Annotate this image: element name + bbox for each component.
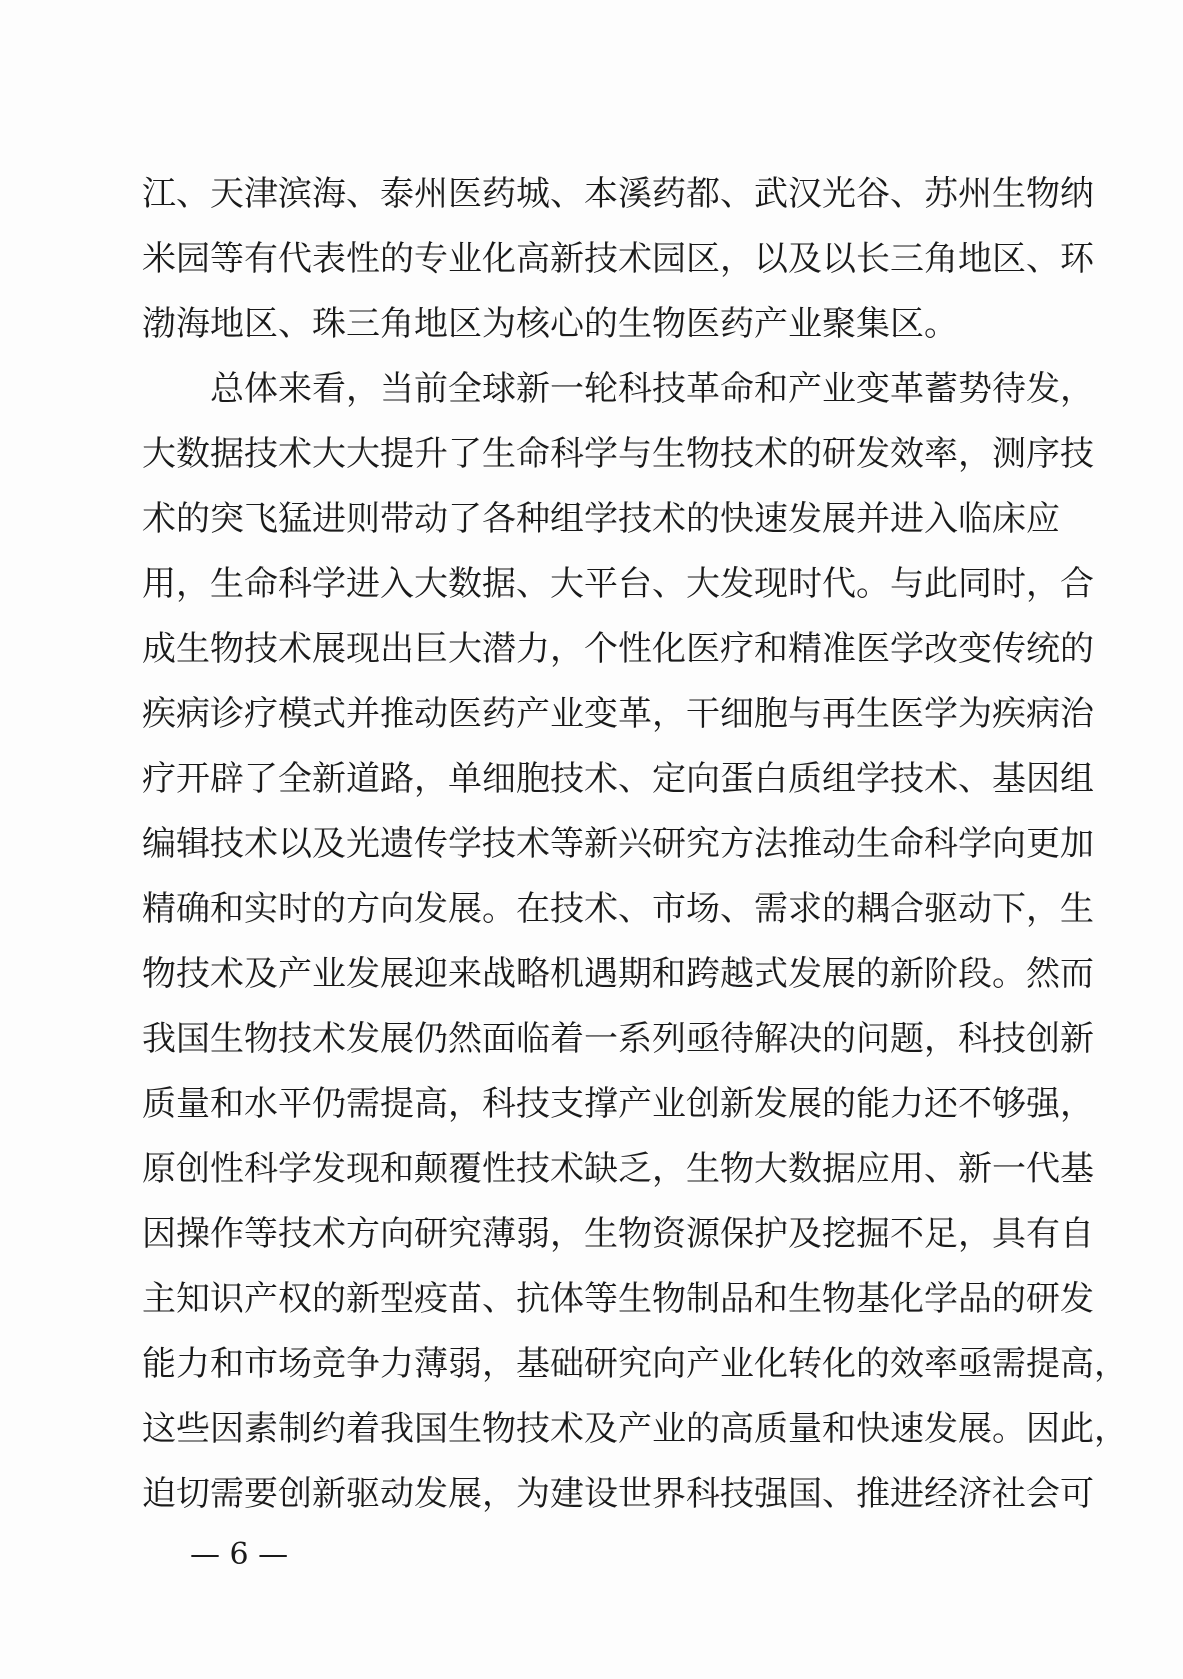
- text-line: 疾病诊疗模式并推动医药产业变革，干细胞与再生医学为疾病治: [142, 694, 1094, 734]
- text-line: 质量和水平仍需提高，科技支撑产业创新发展的能力还不够强，: [142, 1084, 1094, 1124]
- text-line: 米园等有代表性的专业化高新技术园区，以及以长三角地区、环: [142, 239, 1094, 279]
- text-line: 渤海地区、珠三角地区为核心的生物医药产业聚集区。: [142, 304, 958, 344]
- text-line: 迫切需要创新驱动发展，为建设世界科技强国、推进经济社会可: [142, 1474, 1094, 1514]
- text-line: 成生物技术展现出巨大潜力，个性化医疗和精准医学改变传统的: [142, 629, 1094, 669]
- text-line: 编辑技术以及光遗传学技术等新兴研究方法推动生命科学向更加: [142, 824, 1094, 864]
- paragraph-first-line: 总体来看，当前全球新一轮科技革命和产业变革蓄势待发，: [210, 369, 1094, 409]
- text-line: 主知识产权的新型疫苗、抗体等生物制品和生物基化学品的研发: [142, 1279, 1094, 1319]
- page-number: — 6 —: [190, 1537, 289, 1572]
- text-line: 能力和市场竞争力薄弱，基础研究向产业化转化的效率亟需提高，: [142, 1344, 1128, 1384]
- text-line: 江、天津滨海、泰州医药城、本溪药都、武汉光谷、苏州生物纳: [142, 174, 1094, 214]
- text-line: 术的突飞猛进则带动了各种组学技术的快速发展并进入临床应: [142, 499, 1060, 539]
- body-text: [142, 162, 1128, 1527]
- text-line: 疗开辟了全新道路，单细胞技术、定向蛋白质组学技术、基因组: [142, 759, 1094, 799]
- text-line: 原创性科学发现和颠覆性技术缺乏，生物大数据应用、新一代基: [142, 1149, 1094, 1189]
- text-line: 用，生命科学进入大数据、大平台、大发现时代。与此同时，合: [142, 564, 1094, 604]
- text-line: 物技术及产业发展迎来战略机遇期和跨越式发展的新阶段。然而: [142, 954, 1094, 994]
- text-line: 这些因素制约着我国生物技术及产业的高质量和快速发展。因此，: [142, 1409, 1128, 1449]
- text-line: 因操作等技术方向研究薄弱，生物资源保护及挖掘不足，具有自: [142, 1214, 1094, 1254]
- text-line: 我国生物技术发展仍然面临着一系列亟待解决的问题，科技创新: [142, 1019, 1094, 1059]
- text-line: 大数据技术大大提升了生命科学与生物技术的研发效率，测序技: [142, 434, 1094, 474]
- text-line: 精确和实时的方向发展。在技术、市场、需求的耦合驱动下，生: [142, 889, 1094, 929]
